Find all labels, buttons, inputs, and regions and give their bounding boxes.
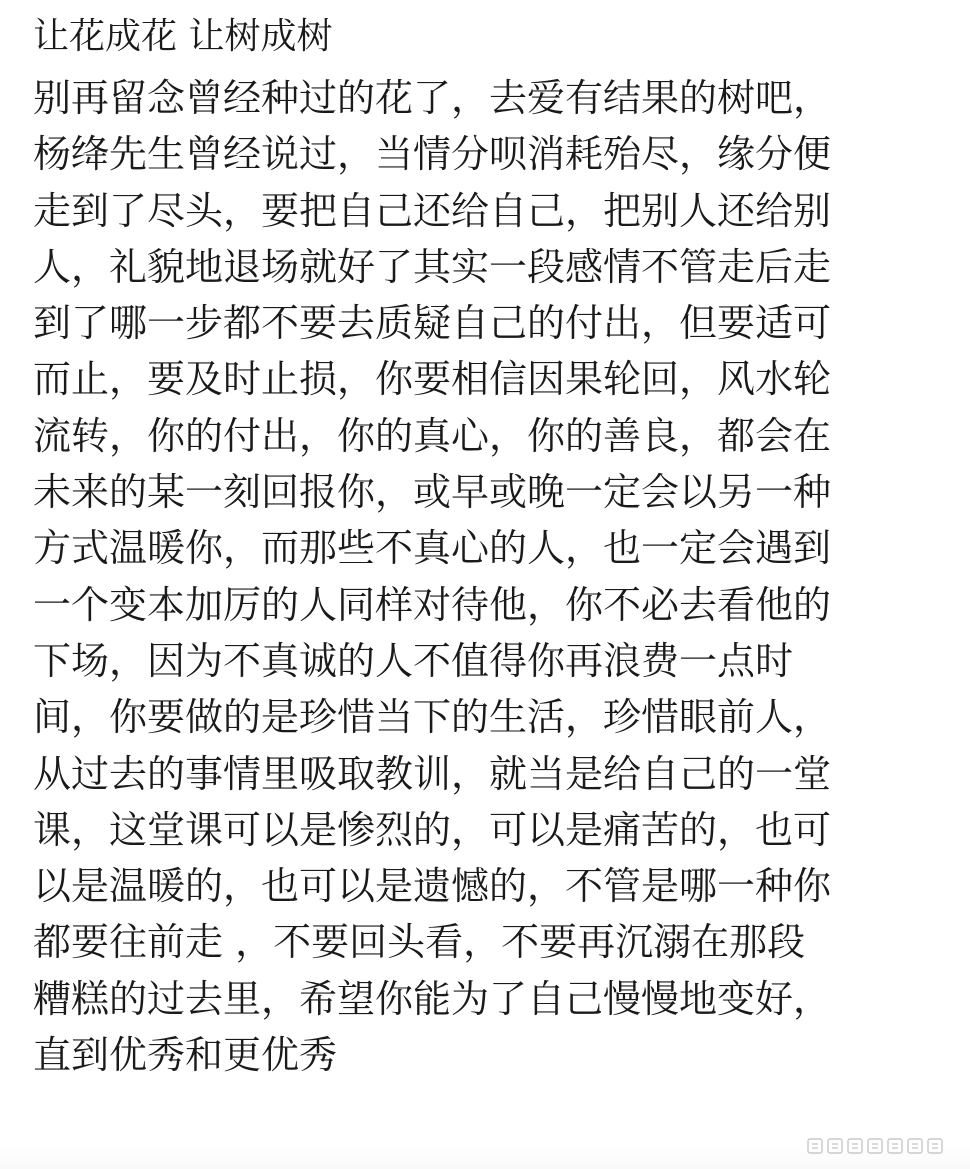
post-line: 走到了尽头，要把自己还给自己，把别人还给别	[33, 188, 832, 233]
post-line: 下场，因为不真诚的人不值得你再浪费一点时	[33, 638, 794, 683]
watermark-mark-icon	[806, 1135, 956, 1157]
post-line: 以是温暖的，也可以是遗憾的，不管是哪一种你	[33, 864, 832, 909]
watermark	[806, 1135, 956, 1157]
post-line: 一个变本加厉的人同样对待他，你不必去看他的	[33, 582, 832, 627]
post-body	[33, 70, 953, 1083]
post-title: 让花成花 让树成树	[33, 16, 333, 57]
post-line: 糟糕的过去里，希望你能为了自己慢慢地变好，	[33, 976, 832, 1021]
post-line: 直到优秀和更优秀	[33, 1033, 338, 1078]
post-line: 间，你要做的是珍惜当下的生活，珍惜眼前人，	[33, 695, 832, 740]
post-line: 流转，你的付出，你的真心，你的善良，都会在	[33, 413, 832, 458]
post-line: 课，这堂课可以是惨烈的，可以是痛苦的，也可	[33, 807, 832, 852]
post-line: 杨绛先生曾经说过，当情分呗消耗殆尽，缘分便	[33, 132, 832, 177]
post-line: 从过去的事情里吸取教训，就当是给自己的一堂	[33, 751, 832, 796]
post-line: 到了哪一步都不要去质疑自己的付出，但要适可	[33, 301, 832, 346]
post-line: 别再留念曾经种过的花了，去爱有结果的树吧，	[33, 76, 832, 120]
post-line: 而止，要及时止损，你要相信因果轮回，风水轮	[33, 357, 832, 402]
post-line: 都要往前走 ，不要回头看，不要再沉溺在那段	[33, 920, 806, 965]
post-line: 方式温暖你，而那些不真心的人，也一定会遇到	[33, 526, 832, 571]
post-line: 未来的某一刻回报你，或早或晚一定会以另一种	[33, 470, 832, 515]
post-line: 人，礼貌地退场就好了其实一段感情不管走后走	[33, 244, 832, 289]
